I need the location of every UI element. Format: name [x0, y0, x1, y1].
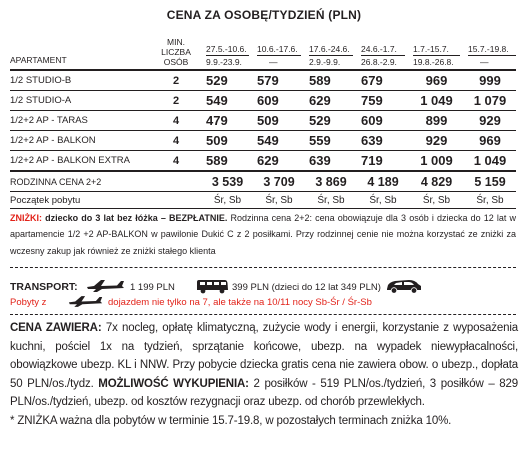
stays-text: dojazdem nie tylko na 7, ale także na 10/11 nocy Sb-Śr / Śr-Sb [108, 297, 372, 308]
price-cell: 4 189 [357, 171, 409, 192]
bus-price: 399 PLN (dzieci do 12 lat 349 PLN) [232, 282, 381, 293]
price-cell: 929 [409, 131, 464, 151]
stay-start-label: Początek pobytu [10, 192, 150, 209]
price-cell: 1 049 [464, 151, 516, 172]
plane-price: 1 199 PLN [130, 282, 175, 293]
price-cell: 999 [464, 70, 516, 91]
table-row [10, 91, 516, 111]
price-cell: 549 [253, 131, 305, 151]
apartment-name: 1/2 STUDIO-B [10, 70, 150, 91]
family-price-label: RODZINNA CENA 2+2 [10, 171, 150, 192]
price-cell: 679 [357, 70, 409, 91]
discounts-text: Rodzinna cena 2+2: cena obowiązuje dla 3 osób i dziecka do 12 lat w apartamencie 1/2 +2 AP-BALKON w pawilonie Dukić C z 2 posiłkami. Przy rodzinnej cenie nie można korzystać ze zniżki za wczesny zakup jak również ze zniżki stałego klienta [10, 213, 516, 256]
start-day-cell: Śr, Sb [357, 192, 409, 209]
price-cell: 579 [253, 70, 305, 91]
start-day-cell: Śr, Sb [202, 192, 253, 209]
table-row [10, 131, 516, 151]
price-cell: 3 539 [202, 171, 253, 192]
price-cell: 509 [202, 131, 253, 151]
discount-note: * ZNIŻKA ważna dla pobytów w terminie 15.7-19.8, w pozostałych terminach zniżka 10%. [10, 414, 452, 427]
bus-icon [195, 279, 229, 299]
price-cell: 719 [357, 151, 409, 172]
header-period: 1.7.-15.7. 19.8.-26.8. [409, 37, 464, 70]
options-label: MOŻLIWOŚĆ WYKUPIENIA: [98, 377, 249, 390]
includes-text: 7x nocleg, opłatę klimatyczną, zużycie wody i energii, korzystanie z wyposażenia kuchni, pościel 1x na tydzień, sprzątanie końcowe, ubezp. na wypadek niewypłacalności, obowiązkowe ubezp. KL i NNW. Przy pobycie dziecka gratis cena nie zawiera obow. o ubezp., dopłata 50 PLN/os./tydz. [10, 322, 518, 390]
min-count: 4 [150, 111, 202, 131]
price-cell: 609 [357, 111, 409, 131]
price-cell: 969 [464, 131, 516, 151]
start-day-cell: Śr, Sb [305, 192, 357, 209]
start-day-cell: Śr, Sb [409, 192, 464, 209]
includes-label: CENA ZAWIERA: [10, 322, 102, 334]
price-cell: 1 079 [464, 91, 516, 111]
price-cell: 509 [253, 111, 305, 131]
min-count: 2 [150, 70, 202, 91]
price-cell: 529 [202, 70, 253, 91]
header-period: 15.7.-19.8. — [464, 37, 516, 70]
price-cell: 559 [305, 131, 357, 151]
empty-cell [150, 192, 202, 209]
discounts-lead: dziecko do 3 lat bez łóżka – BEZPŁATNIE. [45, 213, 228, 223]
start-day-cell: Śr, Sb [253, 192, 305, 209]
price-includes-section [10, 319, 518, 431]
price-cell: 549 [202, 91, 253, 111]
airplane-icon [68, 295, 104, 313]
price-cell: 609 [253, 91, 305, 111]
header-apartment: APARTAMENT [10, 37, 150, 70]
divider [10, 314, 516, 315]
price-cell: 629 [305, 91, 357, 111]
apartment-name: 1/2+2 AP - TARAS [10, 111, 150, 131]
stay-start-row [10, 192, 516, 209]
price-cell: 3 869 [305, 171, 357, 192]
price-cell: 479 [202, 111, 253, 131]
price-cell: 589 [305, 70, 357, 91]
discounts-section [10, 210, 516, 259]
price-cell: 759 [357, 91, 409, 111]
table-row [10, 70, 516, 91]
family-price-row [10, 171, 516, 192]
price-table [10, 37, 516, 209]
min-count: 4 [150, 151, 202, 172]
price-cell: 639 [357, 131, 409, 151]
header-period: 17.6.-24.6. 2.9.-9.9. [305, 37, 357, 70]
apartment-name: 1/2 STUDIO-A [10, 91, 150, 111]
transport-section [10, 279, 516, 309]
options-text: 2 posiłków - 519 PLN/os./tydzień, 3 posiłków – 829 PLN/os./tydzień, ubezp. od kosztów rezygnacji oraz ubezp. od chorób przewlekłych. [10, 377, 518, 409]
apartment-name: 1/2+2 AP - BALKON EXTRA [10, 151, 150, 172]
price-cell: 4 829 [409, 171, 464, 192]
price-cell: 899 [409, 111, 464, 131]
car-icon [385, 278, 423, 299]
empty-cell [150, 171, 202, 192]
price-cell: 3 709 [253, 171, 305, 192]
price-cell: 5 159 [464, 171, 516, 192]
table-row [10, 111, 516, 131]
table-row [10, 151, 516, 172]
header-period: 10.6.-17.6. — [253, 37, 305, 70]
header-period: 27.5.-10.6. 9.9.-23.9. [202, 37, 253, 70]
stays-lead: Pobyty z [10, 297, 47, 308]
price-cell: 629 [253, 151, 305, 172]
price-cell: 529 [305, 111, 357, 131]
apartment-name: 1/2+2 AP - BALKON [10, 131, 150, 151]
price-cell: 589 [202, 151, 253, 172]
price-cell: 1 009 [409, 151, 464, 172]
price-cell: 1 049 [409, 91, 464, 111]
min-count: 4 [150, 131, 202, 151]
discounts-label: ZNIŻKI: [10, 213, 42, 223]
min-count: 2 [150, 91, 202, 111]
header-period: 24.6.-1.7. 26.8.-2.9. [357, 37, 409, 70]
table-header-row [10, 37, 516, 70]
transport-label: TRANSPORT: [10, 281, 78, 293]
start-day-cell: Śr, Sb [464, 192, 516, 209]
page-title: CENA ZA OSOBĘ/TYDZIEŃ (PLN) [166, 8, 362, 22]
price-cell: 969 [409, 70, 464, 91]
header-min-count: MIN. LICZBA OSÓB [150, 37, 202, 70]
price-cell: 929 [464, 111, 516, 131]
divider [10, 267, 516, 268]
price-cell: 639 [305, 151, 357, 172]
